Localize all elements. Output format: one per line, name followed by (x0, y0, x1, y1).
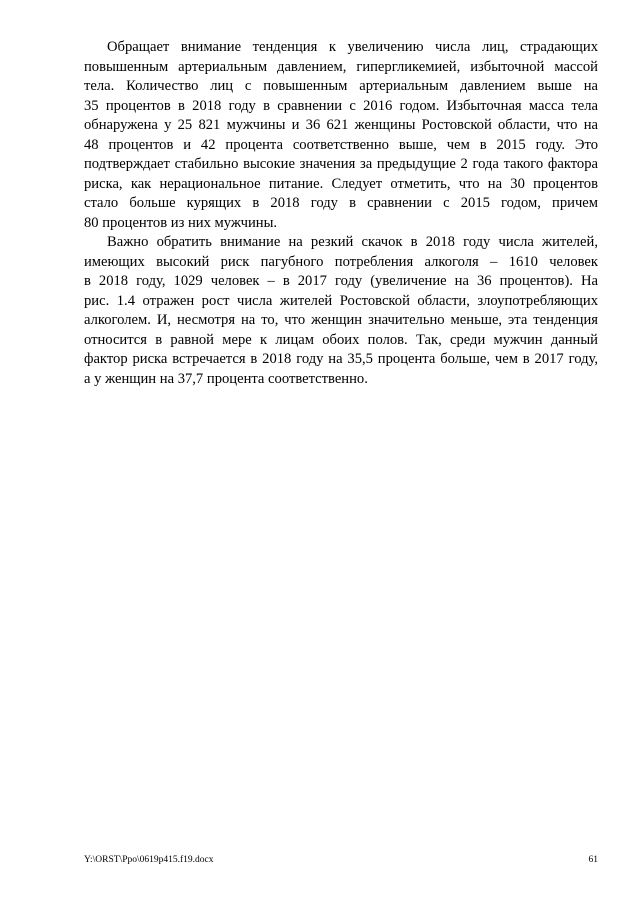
paragraph-line: рис. 1.4 отражен рост числа жителей Ростовской области, злоупотребляющих (84, 292, 598, 309)
paragraph-2 (84, 233, 598, 389)
paragraph-line: относится в равной мере к лицам обоих полов. Так, среди мужчин данный (84, 331, 598, 348)
paragraph-line: подтверждает стабильно высокие значения за предыдущие 2 года такого фактора (84, 156, 598, 172)
paragraph-line: имеющих высокий риск пагубного потребления алкоголя – 1610 человек (84, 253, 598, 270)
footer-file-path: Y:\ORST\Ppo\0619p415.f19.docx (84, 855, 214, 865)
paragraph-line: повышенным артериальным давлением, гипергликемией, избыточной массой (84, 58, 598, 75)
paragraph-line: Обращает внимание тенденция к увеличению числа лиц, страдающих (107, 39, 598, 55)
paragraph-line: Важно обратить внимание на резкий скачок в 2018 году числа жителей, (107, 234, 598, 250)
paragraph-line: фактор риска встречается в 2018 году на 35,5 процента больше, чем в 2017 году, (84, 351, 598, 367)
paragraph-line: стало больше курящих в 2018 году в сравнении с 2015 годом, причем (84, 195, 598, 211)
page-footer (84, 853, 598, 867)
page-number: 61 (588, 855, 598, 865)
paragraph-line: 80 процентов из них мужчины. (84, 214, 278, 231)
document-body (84, 38, 598, 389)
paragraph-line: а у женщин на 37,7 процента соответственно. (84, 370, 368, 387)
paragraph-line: риска, как нерациональное питание. Следует отметить, что на 30 процентов (84, 175, 598, 192)
paragraph-line: алкоголем. И, несмотря на то, что женщин значительно меньше, эта тенденция (84, 312, 598, 328)
paragraph-1 (84, 38, 598, 233)
paragraph-line: обнаружена у 25 821 мужчины и 36 621 женщины Ростовской области, что на (84, 117, 598, 133)
paragraph-line: в 2018 году, 1029 человек – в 2017 году (увеличение на 36 процентов). На (84, 273, 598, 289)
paragraph-line: 48 процентов и 42 процента соответственно выше, чем в 2015 году. Это (84, 136, 598, 153)
paragraph-line: тела. Количество лиц с повышенным артериальным давлением выше на (84, 78, 598, 94)
paragraph-line: 35 процентов в 2018 году в сравнении с 2016 годом. Избыточная масса тела (84, 97, 598, 114)
